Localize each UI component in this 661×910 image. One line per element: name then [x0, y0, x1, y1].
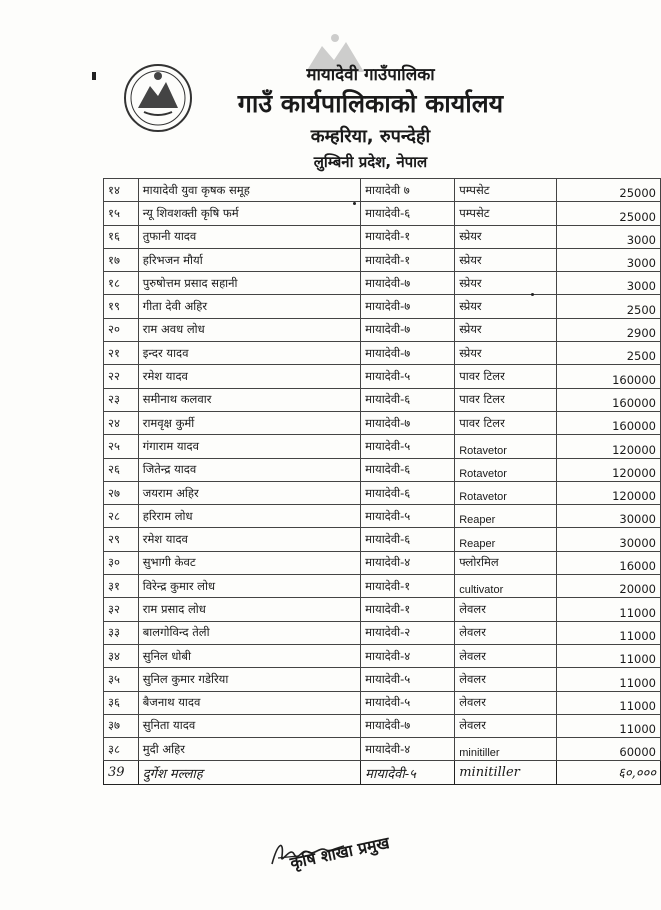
equipment-cell: minitiller [455, 738, 557, 761]
amount-cell: 30000 [557, 528, 661, 551]
equipment-cell: स्प्रेयर [455, 318, 557, 341]
amount-cell: 11000 [557, 621, 661, 644]
name-cell: गीता देवी अहिर [138, 295, 360, 318]
name-cell: बालगोविन्द तेली [138, 621, 360, 644]
address-cell: मायादेवी-६ [361, 202, 455, 225]
name-cell: समीनाथ कलवार [138, 388, 360, 411]
amount-cell: 11000 [557, 691, 661, 714]
amount-cell: 25000 [557, 179, 661, 202]
address-cell: मायादेवी-१ [361, 575, 455, 598]
address-cell: मायादेवी-७ [361, 714, 455, 737]
equipment-cell: पावर टिलर [455, 365, 557, 388]
equipment-cell: cultivator [455, 575, 557, 598]
equipment-cell: minitiller [455, 761, 557, 784]
serial-cell: १४ [104, 179, 139, 202]
address-cell: मायादेवी ७ [361, 179, 455, 202]
table-row [104, 714, 661, 737]
office-location: कम्हरिया, रुपन्देही [310, 126, 431, 147]
table-row [104, 691, 661, 714]
equipment-cell: लेवलर [455, 668, 557, 691]
address-cell: मायादेवी-४ [361, 738, 455, 761]
serial-cell: २० [104, 318, 139, 341]
table-row [104, 458, 661, 481]
amount-cell: 3000 [557, 272, 661, 295]
name-cell: रामवृक्ष कुर्मी [138, 411, 360, 434]
name-cell: रमेश यादव [138, 365, 360, 388]
name-cell: जयराम अहिर [138, 481, 360, 504]
address-cell: मायादेवी-६ [361, 388, 455, 411]
name-cell: विरेन्द्र कुमार लोध [138, 575, 360, 598]
table-row [104, 179, 661, 202]
table-row [104, 528, 661, 551]
handwritten-row [104, 761, 661, 784]
table-row [104, 202, 661, 225]
serial-cell: ३६ [104, 691, 139, 714]
name-cell: पुरुषोत्तम प्रसाद सहानी [138, 272, 360, 295]
table-row [104, 388, 661, 411]
name-cell: सुनिल कुमार गडेरिया [138, 668, 360, 691]
serial-cell: २८ [104, 505, 139, 528]
name-cell: रमेश यादव [138, 528, 360, 551]
amount-cell: 160000 [557, 388, 661, 411]
equipment-cell: Reaper [455, 505, 557, 528]
name-cell: सुनिता यादव [138, 714, 360, 737]
name-cell: सुभागी केवट [138, 551, 360, 574]
equipment-cell: पम्पसेट [455, 202, 557, 225]
address-cell: मायादेवी-५ [361, 365, 455, 388]
amount-cell: 2500 [557, 342, 661, 365]
equipment-cell: स्प्रेयर [455, 225, 557, 248]
amount-cell: 160000 [557, 411, 661, 434]
serial-cell: ३७ [104, 714, 139, 737]
address-cell: मायादेवी-६ [361, 528, 455, 551]
address-cell: मायादेवी-२ [361, 621, 455, 644]
table-row [104, 411, 661, 434]
name-cell: न्यू शिवशक्ती कृषि फर्म [138, 202, 360, 225]
equipment-cell: पावर टिलर [455, 411, 557, 434]
address-cell: मायादेवी-१ [361, 225, 455, 248]
table-row [104, 295, 661, 318]
table-row [104, 225, 661, 248]
equipment-cell: स्प्रेयर [455, 272, 557, 295]
name-cell: हरिभजन मौर्या [138, 248, 360, 271]
name-cell: मुदी अहिर [138, 738, 360, 761]
amount-cell: 2900 [557, 318, 661, 341]
table-row [104, 575, 661, 598]
name-cell: हरिराम लोध [138, 505, 360, 528]
amount-cell: 11000 [557, 598, 661, 621]
amount-cell: 120000 [557, 435, 661, 458]
serial-cell: १६ [104, 225, 139, 248]
serial-cell: ३८ [104, 738, 139, 761]
address-cell: मायादेवी-७ [361, 318, 455, 341]
serial-cell: २९ [104, 528, 139, 551]
amount-cell: 11000 [557, 644, 661, 667]
equipment-cell: Reaper [455, 528, 557, 551]
equipment-cell: लेवलर [455, 644, 557, 667]
serial-cell: 39 [104, 761, 139, 784]
amount-cell: 11000 [557, 668, 661, 691]
ink-dot [531, 293, 534, 296]
table-row [104, 342, 661, 365]
address-cell: मायादेवी-७ [361, 272, 455, 295]
serial-cell: २१ [104, 342, 139, 365]
amount-cell: 120000 [557, 458, 661, 481]
amount-cell: 25000 [557, 202, 661, 225]
serial-cell: ३२ [104, 598, 139, 621]
equipment-cell: Rotavetor [455, 481, 557, 504]
amount-cell: 3000 [557, 248, 661, 271]
address-cell: मायादेवी-५ [361, 668, 455, 691]
amount-cell: 160000 [557, 365, 661, 388]
equipment-cell: पम्पसेट [455, 179, 557, 202]
address-cell: मायादेवी-५ [361, 505, 455, 528]
serial-cell: १८ [104, 272, 139, 295]
serial-cell: १५ [104, 202, 139, 225]
address-cell: मायादेवी-५ [361, 691, 455, 714]
serial-cell: २४ [104, 411, 139, 434]
equipment-cell: Rotavetor [455, 458, 557, 481]
table-row [104, 738, 661, 761]
amount-cell: ६०,००० [557, 761, 661, 784]
serial-cell: २२ [104, 365, 139, 388]
table-row [104, 668, 661, 691]
name-cell: सुनिल धोबी [138, 644, 360, 667]
name-cell: राम अवध लोध [138, 318, 360, 341]
serial-cell: ३१ [104, 575, 139, 598]
serial-cell: ३३ [104, 621, 139, 644]
address-cell: मायादेवी-४ [361, 551, 455, 574]
serial-cell: ३४ [104, 644, 139, 667]
name-cell: बैजनाथ यादव [138, 691, 360, 714]
serial-cell: १९ [104, 295, 139, 318]
serial-cell: ३५ [104, 668, 139, 691]
table-row [104, 318, 661, 341]
amount-cell: 16000 [557, 551, 661, 574]
address-cell: मायादेवी-१ [361, 598, 455, 621]
address-cell: मायादेवी-५ [361, 761, 455, 784]
table-row [104, 365, 661, 388]
equipment-cell: Rotavetor [455, 435, 557, 458]
amount-cell: 3000 [557, 225, 661, 248]
address-cell: मायादेवी-६ [361, 481, 455, 504]
name-cell: दुर्गेश मल्लाह [138, 761, 360, 784]
amount-cell: 11000 [557, 714, 661, 737]
address-cell: मायादेवी-७ [361, 342, 455, 365]
serial-cell: ३० [104, 551, 139, 574]
table-row [104, 435, 661, 458]
serial-cell: २३ [104, 388, 139, 411]
equipment-cell: स्प्रेयर [455, 295, 557, 318]
table-row [104, 505, 661, 528]
table-row [104, 248, 661, 271]
table-row [104, 598, 661, 621]
equipment-cell: पावर टिलर [455, 388, 557, 411]
ink-dot [353, 202, 356, 205]
amount-cell: 20000 [557, 575, 661, 598]
amount-cell: 2500 [557, 295, 661, 318]
address-cell: मायादेवी-७ [361, 411, 455, 434]
office-title: गाउँ कार्यपालिकाको कार्यालय [237, 89, 504, 118]
municipality-name: मायादेवी गाउँपालिका [306, 65, 435, 85]
address-cell: मायादेवी-५ [361, 435, 455, 458]
name-cell: इन्दर यादव [138, 342, 360, 365]
equipment-cell: स्प्रेयर [455, 342, 557, 365]
equipment-cell: फ्लोरमिल [455, 551, 557, 574]
table-row [104, 551, 661, 574]
name-cell: राम प्रसाद लोध [138, 598, 360, 621]
name-cell: जितेन्द्र यादव [138, 458, 360, 481]
signatory-title: कृषि शाखा प्रमुख [288, 832, 392, 873]
name-cell: तुफानी यादव [138, 225, 360, 248]
serial-cell: २६ [104, 458, 139, 481]
table-row [104, 481, 661, 504]
equipment-cell: लेवलर [455, 598, 557, 621]
province-line: लुम्बिनी प्रदेश, नेपाल [313, 153, 428, 171]
distribution-table [103, 178, 661, 785]
serial-cell: २७ [104, 481, 139, 504]
amount-cell: 30000 [557, 505, 661, 528]
serial-cell: १७ [104, 248, 139, 271]
table-row [104, 644, 661, 667]
serial-cell: २५ [104, 435, 139, 458]
table-row [104, 621, 661, 644]
name-cell: गंगाराम यादव [138, 435, 360, 458]
equipment-cell: स्प्रेयर [455, 248, 557, 271]
equipment-cell: लेवलर [455, 714, 557, 737]
equipment-cell: लेवलर [455, 691, 557, 714]
equipment-cell: लेवलर [455, 621, 557, 644]
amount-cell: 120000 [557, 481, 661, 504]
name-cell: मायादेवी युवा कृषक समूह [138, 179, 360, 202]
address-cell: मायादेवी-१ [361, 248, 455, 271]
amount-cell: 60000 [557, 738, 661, 761]
table-row [104, 272, 661, 295]
address-cell: मायादेवी-७ [361, 295, 455, 318]
address-cell: मायादेवी-६ [361, 458, 455, 481]
address-cell: मायादेवी-४ [361, 644, 455, 667]
